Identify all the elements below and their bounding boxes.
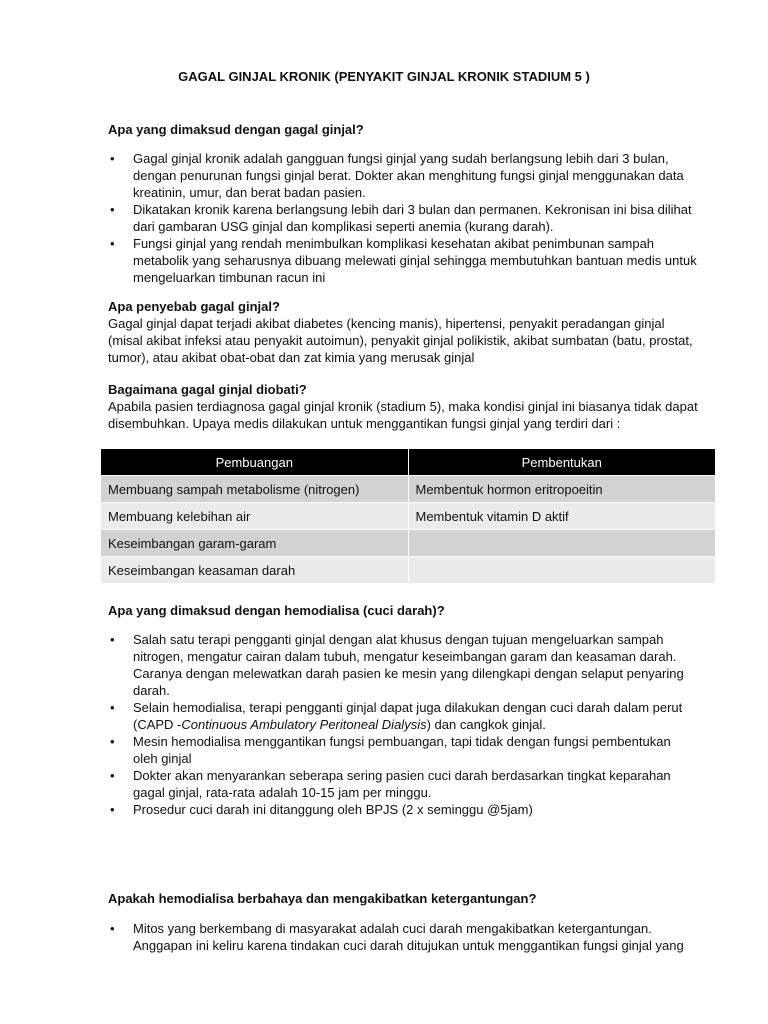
heading-hemodialysis: Apa yang dimaksud dengan hemodialisa (cuci darah)?	[108, 603, 445, 618]
heading-causes: Apa penyebab gagal ginjal?	[108, 299, 280, 314]
heading-hemodialysis-danger: Apakah hemodialisa berbahaya dan mengakibatkan ketergantungan?	[108, 891, 537, 906]
bullet-list-definition	[108, 150, 698, 286]
list-item: • Mitos yang berkembang di masyarakat adalah cuci darah mengakibatkan ketergantungan. Anggapan ini keliru karena tindakan cuci darah ditujukan untuk menggantikan fungsi ginjal yang	[108, 920, 698, 954]
table-row	[101, 530, 715, 557]
table-cell: Keseimbangan garam-garam	[101, 530, 408, 557]
table-cell: Membuang kelebihan air	[101, 503, 408, 530]
table-cell: Membentuk vitamin D aktif	[408, 503, 715, 530]
heading-treatment: Bagaimana gagal ginjal diobati?	[108, 382, 307, 397]
list-item: • Gagal ginjal kronik adalah gangguan fungsi ginjal yang sudah berlangsung lebih dari 3 bulan, dengan penurunan fungsi ginjal berat. Dokter akan menghitung fungsi ginjal menggunakan data kreatinin, umur, dan berat badan pasien.	[108, 150, 698, 201]
table-cell	[408, 557, 715, 584]
list-item-capd	[108, 699, 698, 733]
list-item: • Prosedur cuci darah ini ditanggung oleh BPJS (2 x seminggu @5jam)	[108, 801, 698, 818]
heading-what-is-kidney-failure: Apa yang dimaksud dengan gagal ginjal?	[108, 122, 364, 137]
table-cell: Membuang sampah metabolisme (nitrogen)	[101, 476, 408, 503]
bullet-list-myth	[108, 920, 698, 954]
table-row	[101, 476, 715, 503]
kidney-function-table	[101, 449, 715, 583]
table-cell: Keseimbangan keasaman darah	[101, 557, 408, 584]
capd-text-before: Selain hemodialisa, terapi pengganti ginjal dapat juga dilakukan dengan cuci darah dalam perut (CAPD -	[133, 700, 683, 732]
bullet-list-hemodialysis	[108, 631, 698, 818]
capd-text-italic: Continuous Ambulatory Peritoneal Dialysis	[181, 717, 427, 732]
list-item: • Dikatakan kronik karena berlangsung lebih dari 3 bulan dan permanen. Kekronisan ini bisa dilihat dari gambaran USG ginjal dan komplikasi seperti anemia (kurang darah).	[108, 201, 698, 235]
paragraph-causes: Gagal ginjal dapat terjadi akibat diabetes (kencing manis), hipertensi, penyakit peradangan ginjal (misal akibat infeksi atau penyakit autoimun), penyakit ginjal polikistik, akibat sumbatan (batu, prostat, tumor), atau akibat obat-obat dan zat kimia yang merusak ginjal	[108, 316, 693, 365]
table-header-row	[101, 449, 715, 476]
table-cell	[408, 530, 715, 557]
list-item: • Salah satu terapi pengganti ginjal dengan alat khusus dengan tujuan mengeluarkan sampah nitrogen, mengatur cairan dalam tubuh, mengatur keseimbangan garam dan keasaman darah. Caranya dengan melewatkan darah pasien ke mesin yang dilengkapi dengan selaput penyaring darah.	[108, 631, 698, 699]
table-row	[101, 557, 715, 584]
list-item: • Dokter akan menyarankan seberapa sering pasien cuci darah berdasarkan tingkat keparahan gagal ginjal, rata-rata adalah 10-15 jam per minggu.	[108, 767, 698, 801]
column-header-disposal: Pembuangan	[101, 449, 408, 476]
capd-text-after: ) dan cangkok ginjal.	[426, 717, 546, 732]
table-cell: Membentuk hormon eritropoeitin	[408, 476, 715, 503]
list-item: • Fungsi ginjal yang rendah menimbulkan komplikasi kesehatan akibat penimbunan sampah metabolik yang seharusnya dibuang melewati ginjal sehingga membutuhkan bantuan medis untuk mengeluarkan timbunan racun ini	[108, 235, 698, 286]
paragraph-treatment: Apabila pasien terdiagnosa gagal ginjal kronik (stadium 5), maka kondisi ginjal ini biasanya tidak dapat disembuhkan. Upaya medis dilakukan untuk menggantikan fungsi ginjal yang terdiri dari :	[108, 399, 698, 431]
document-title: GAGAL GINJAL KRONIK (PENYAKIT GINJAL KRONIK STADIUM 5 )	[178, 69, 590, 84]
column-header-formation: Pembentukan	[408, 449, 715, 476]
table-row	[101, 503, 715, 530]
list-item: • Mesin hemodialisa menggantikan fungsi pembuangan, tapi tidak dengan fungsi pembentukan oleh ginjal	[108, 733, 698, 767]
